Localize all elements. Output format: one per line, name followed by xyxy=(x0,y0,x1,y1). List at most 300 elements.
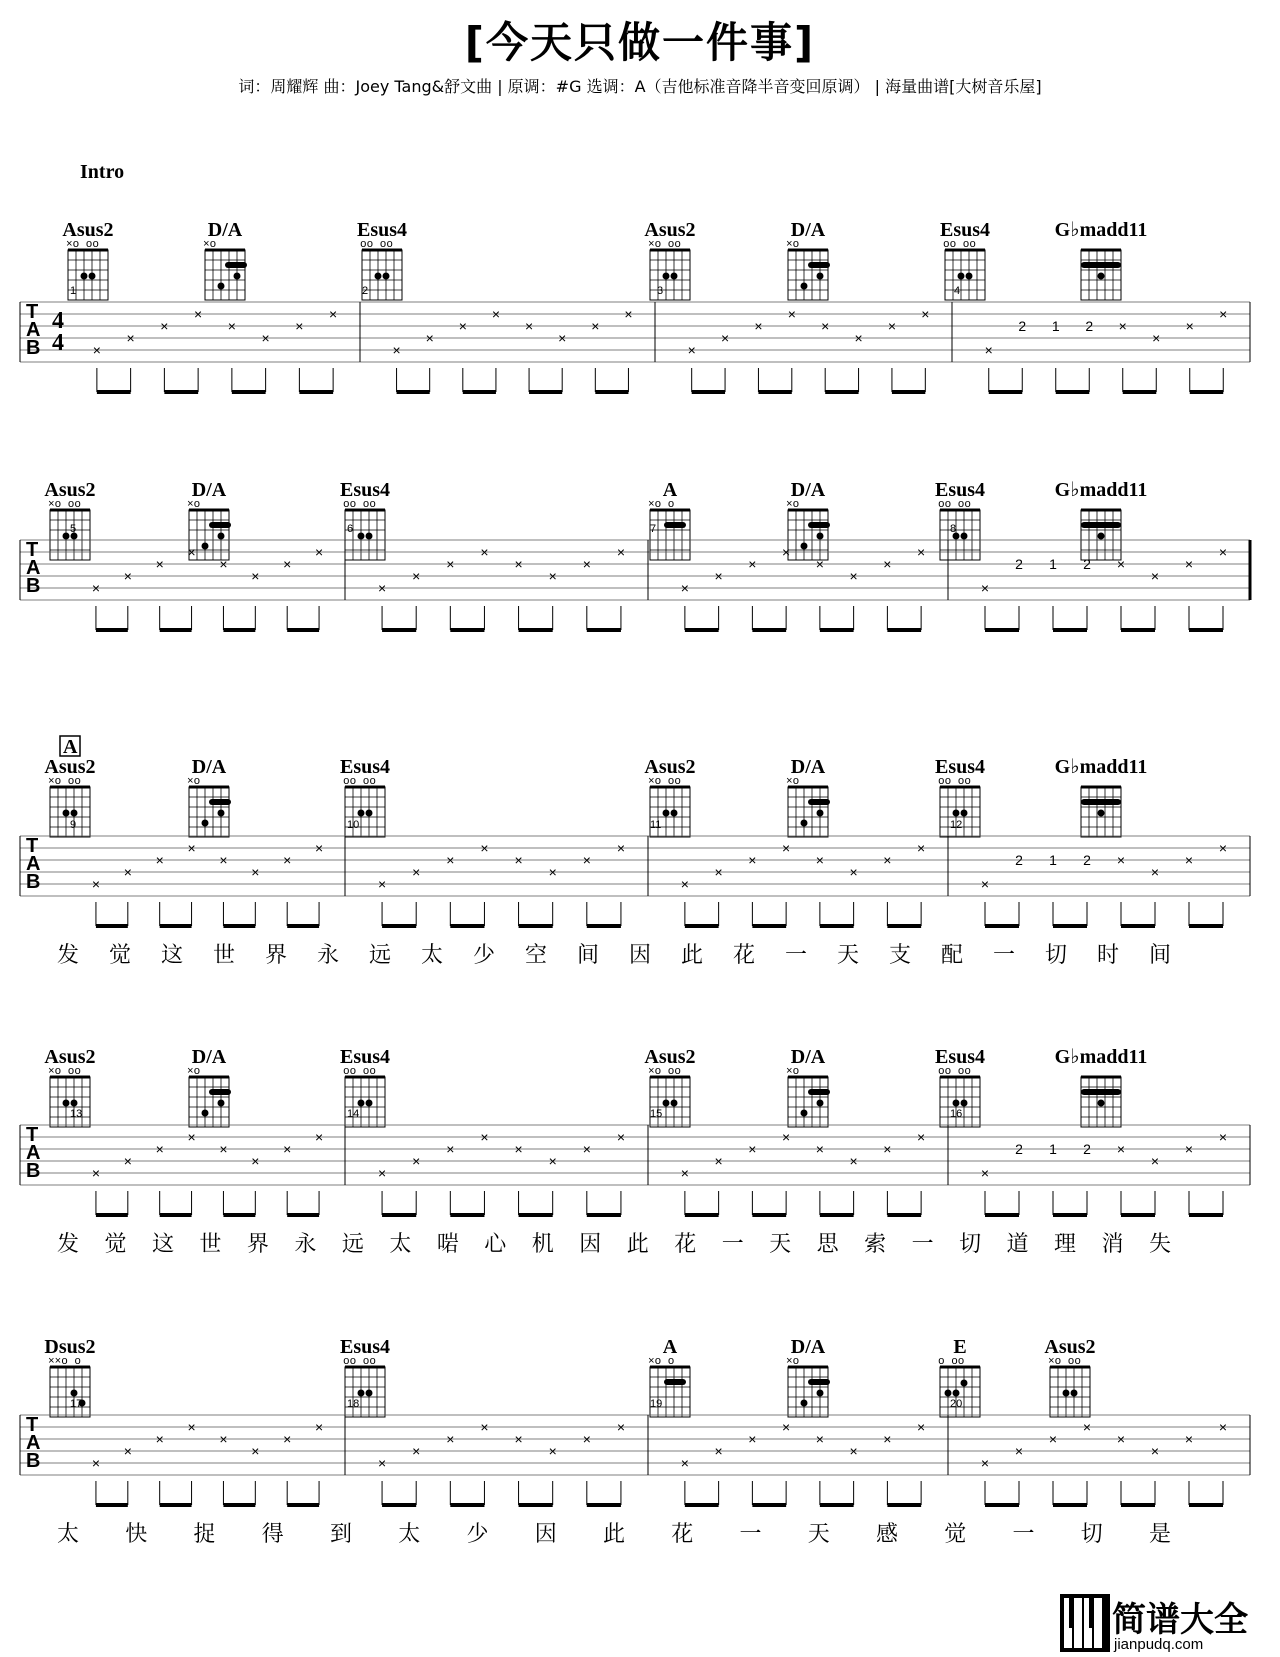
tab-mute-x: × xyxy=(412,864,421,880)
chord-dot xyxy=(234,273,241,280)
tab-mute-x: × xyxy=(123,568,132,584)
chord-mutes: ×o oo xyxy=(648,239,682,251)
lyric-char: 世 xyxy=(212,943,236,968)
tab-fret-number: 1 xyxy=(1051,318,1060,334)
tab-clef: B xyxy=(26,1160,41,1182)
chord-dot xyxy=(671,1100,678,1107)
tab-mute-x: × xyxy=(314,840,324,856)
tab-mute-x: × xyxy=(187,544,196,560)
tab-fret-number: 2 xyxy=(1085,318,1094,334)
tab-clef: A xyxy=(26,557,41,579)
tab-mute-x: × xyxy=(815,1431,824,1447)
tab-mute-x: × xyxy=(1116,1431,1126,1447)
chord-name: A xyxy=(662,479,678,501)
chord-mutes: ×o xyxy=(786,239,800,251)
chord-dot xyxy=(71,1390,78,1397)
lyric-char: 界 xyxy=(246,1232,269,1257)
tab-mute-x: × xyxy=(680,580,689,596)
chord-dot xyxy=(953,810,960,817)
chord-dot xyxy=(961,533,968,540)
lyric-char: 一 xyxy=(739,1522,762,1547)
chord-name: Asus2 xyxy=(62,219,114,241)
tab-mute-x: × xyxy=(680,1455,689,1471)
tab-mute-x: × xyxy=(616,840,626,856)
lyric-char: 天 xyxy=(807,1522,830,1547)
tab-mute-x: × xyxy=(782,840,791,856)
tab-mute-x: × xyxy=(980,580,990,596)
chord-name: D/A xyxy=(191,1046,227,1068)
tab-mute-x: × xyxy=(329,306,338,322)
tab-mute-x: × xyxy=(155,1141,164,1157)
chord-name: Esus4 xyxy=(339,1046,391,1068)
chord-mutes: ×o oo xyxy=(66,239,100,251)
chord-dot xyxy=(358,810,365,817)
tab-mute-x: × xyxy=(283,1141,292,1157)
tab-mute-x: × xyxy=(883,852,892,868)
tab-mute-x: × xyxy=(616,1129,626,1145)
tab-mute-x: × xyxy=(582,852,591,868)
chord-dot xyxy=(817,1100,824,1107)
bar-number: 8 xyxy=(950,523,957,535)
chord-dot xyxy=(383,273,390,280)
chord-mutes: oo oo xyxy=(938,1066,972,1078)
chord-dot xyxy=(953,1390,960,1397)
bar-number: 10 xyxy=(347,819,360,831)
tab-mute-x: × xyxy=(680,1165,689,1181)
tab-mute-x: × xyxy=(849,1153,858,1169)
chord-dot xyxy=(671,810,678,817)
chord-mutes: oo oo xyxy=(938,499,972,511)
tab-mute-x: × xyxy=(1184,556,1194,572)
chord-barre xyxy=(808,522,830,528)
chord-dot xyxy=(218,533,225,540)
song-credits: 词：周耀辉 曲：Joey Tang&舒文曲 | 原调：#G 选调：A（吉他标准音降半音变回原调） | 海量曲谱[大树音乐屋] xyxy=(238,77,1042,96)
chord-mutes: ×o xyxy=(187,776,201,788)
tab-mute-x: × xyxy=(748,1141,757,1157)
chord-dot xyxy=(218,810,225,817)
chord-name: G♭madd11 xyxy=(1054,479,1148,501)
chord-name: Esus4 xyxy=(934,479,986,501)
tab-mute-x: × xyxy=(123,1443,132,1459)
tab-mute-x: × xyxy=(883,556,892,572)
chord-mutes: oo oo xyxy=(343,776,377,788)
tab-mute-x: × xyxy=(1218,1419,1228,1435)
chord-barre xyxy=(664,1379,686,1385)
tab-mute-x: × xyxy=(582,1141,591,1157)
tab-fret-number: 2 xyxy=(1083,852,1091,868)
tab-mute-x: × xyxy=(582,1431,591,1447)
chord-grid xyxy=(345,510,385,560)
tab-fret-number: 1 xyxy=(1049,852,1057,868)
tab-mute-x: × xyxy=(558,330,567,346)
chord-barre xyxy=(808,262,830,268)
tab-mute-x: × xyxy=(314,544,324,560)
tab-mute-x: × xyxy=(1218,1129,1228,1145)
lyric-char: 天 xyxy=(769,1232,792,1257)
tab-mute-x: × xyxy=(1150,1153,1160,1169)
tab-mute-x: × xyxy=(283,556,292,572)
chord-dot xyxy=(663,273,670,280)
chord-barre xyxy=(1081,262,1121,268)
tab-mute-x: × xyxy=(1048,1431,1058,1447)
lyric-char: 远 xyxy=(368,943,392,968)
chord-barre xyxy=(1081,522,1121,528)
chord-dot xyxy=(1063,1390,1070,1397)
tab-mute-x: × xyxy=(714,1153,723,1169)
chord-name: E xyxy=(953,1336,967,1358)
tab-mute-x: × xyxy=(377,1455,387,1471)
bar-number: 9 xyxy=(70,819,77,831)
tab-mute-x: × xyxy=(155,852,164,868)
tab-mute-x: × xyxy=(251,864,260,880)
lyric-char: 此 xyxy=(602,1522,626,1547)
tab-mute-x: × xyxy=(261,330,270,346)
lyric-char: 因 xyxy=(534,1522,557,1547)
tab-mute-x: × xyxy=(883,1141,892,1157)
tab-mute-x: × xyxy=(412,1153,421,1169)
lyric-char: 一 xyxy=(784,943,808,968)
chord-dot xyxy=(358,533,365,540)
tab-mute-x: × xyxy=(687,342,696,358)
tab-mute-x: × xyxy=(1150,568,1160,584)
chord-name: Asus2 xyxy=(644,1046,696,1068)
tab-clef: B xyxy=(26,871,41,893)
tab-mute-x: × xyxy=(251,1443,260,1459)
chord-mutes: ××o o xyxy=(48,1356,82,1368)
tab-mute-x: × xyxy=(446,556,455,572)
lyric-char: 心 xyxy=(484,1232,507,1257)
site-logo-name: 简谱大全 xyxy=(1112,1600,1248,1640)
lyric-char: 切 xyxy=(959,1232,982,1257)
tab-clef: B xyxy=(26,337,41,359)
chord-name: Esus4 xyxy=(356,219,408,241)
chord-name: Esus4 xyxy=(339,1336,391,1358)
chord-grid xyxy=(650,250,690,300)
chord-dot xyxy=(663,1100,670,1107)
tab-mute-x: × xyxy=(425,330,434,346)
tab-mute-x: × xyxy=(458,318,467,334)
tab-mute-x: × xyxy=(377,1165,387,1181)
chord-barre xyxy=(1081,1089,1121,1095)
tab-mute-x: × xyxy=(524,318,534,334)
tab-mute-x: × xyxy=(1150,864,1160,880)
chord-grid xyxy=(1050,1367,1090,1417)
chord-dot xyxy=(961,1100,968,1107)
lyric-char: 太 xyxy=(389,1232,412,1257)
tab-clef: B xyxy=(26,1450,41,1472)
tab-mute-x: × xyxy=(514,1431,523,1447)
chord-name: D/A xyxy=(790,1336,826,1358)
tab-row xyxy=(20,479,1250,630)
tab-mute-x: × xyxy=(591,318,600,334)
lyric-char: 机 xyxy=(531,1232,554,1257)
tab-mute-x: × xyxy=(155,556,164,572)
tab-mute-x: × xyxy=(91,1455,101,1471)
chord-dot xyxy=(366,810,373,817)
chord-name: Dsus2 xyxy=(44,1336,96,1358)
tab-mute-x: × xyxy=(548,568,557,584)
tab-mute-x: × xyxy=(815,556,824,572)
lyric-char: 因 xyxy=(579,1232,602,1257)
tab-mute-x: × xyxy=(582,556,591,572)
tab-mute-x: × xyxy=(624,306,633,322)
tab-mute-x: × xyxy=(187,1129,196,1145)
chord-mutes: ×o xyxy=(786,776,800,788)
tab-mute-x: × xyxy=(714,864,723,880)
tab-mute-x: × xyxy=(480,840,489,856)
lyric-char: 一 xyxy=(1012,1522,1035,1547)
tab-mute-x: × xyxy=(123,1153,132,1169)
tab-mute-x: × xyxy=(984,342,993,358)
tab-mute-x: × xyxy=(377,876,387,892)
chord-dot xyxy=(366,533,373,540)
chord-mutes: ×o xyxy=(187,499,201,511)
chord-grid xyxy=(650,510,690,560)
tab-mute-x: × xyxy=(748,1431,757,1447)
lyric-char: 一 xyxy=(721,1232,744,1257)
lyric-char: 太 xyxy=(398,1522,421,1547)
chord-name: Esus4 xyxy=(339,756,391,778)
time-signature: 4 xyxy=(52,308,64,334)
tab-mute-x: × xyxy=(194,306,203,322)
lyric-char: 花 xyxy=(732,943,756,968)
chord-mutes: ×o xyxy=(187,1066,201,1078)
tab-row xyxy=(20,1336,1250,1547)
chord-name: G♭madd11 xyxy=(1054,219,1148,241)
lyric-char: 一 xyxy=(992,943,1016,968)
chord-mutes: ×o oo xyxy=(1048,1356,1082,1368)
chord-dot xyxy=(358,1390,365,1397)
chord-dot xyxy=(817,533,824,540)
chord-dot xyxy=(1098,810,1105,817)
bar-number: 19 xyxy=(650,1398,663,1410)
chord-dot xyxy=(366,1390,373,1397)
tab-fret-number: 2 xyxy=(1015,852,1023,868)
chord-name: D/A xyxy=(790,479,826,501)
tab-mute-x: × xyxy=(714,568,723,584)
chord-dot xyxy=(953,1100,960,1107)
chord-name: Esus4 xyxy=(339,479,391,501)
tab-fret-number: 2 xyxy=(1018,318,1027,334)
bar-number: 12 xyxy=(950,819,963,831)
tab-mute-x: × xyxy=(1150,1443,1160,1459)
chord-dot xyxy=(958,273,965,280)
tab-mute-x: × xyxy=(782,544,791,560)
chord-barre xyxy=(209,522,231,528)
tab-mute-x: × xyxy=(314,1129,324,1145)
bar-number: 7 xyxy=(650,523,657,535)
chord-dot xyxy=(801,820,808,827)
chord-mutes: oo oo xyxy=(938,776,972,788)
lyric-char: 索 xyxy=(864,1232,887,1257)
tab-mute-x: × xyxy=(446,1431,455,1447)
tab-clef: A xyxy=(26,1432,41,1454)
tab-mute-x: × xyxy=(1218,840,1228,856)
bar-number: 2 xyxy=(362,285,369,297)
tab-mute-x: × xyxy=(187,1419,196,1435)
tab-mute-x: × xyxy=(917,1419,926,1435)
chord-name: Esus4 xyxy=(939,219,991,241)
tab-mute-x: × xyxy=(126,330,135,346)
tab-mute-x: × xyxy=(446,1141,455,1157)
lyric-char: 远 xyxy=(341,1232,364,1257)
lyric-char: 此 xyxy=(626,1232,649,1257)
chord-mutes: ×o oo xyxy=(648,776,682,788)
chord-dot xyxy=(202,820,209,827)
chord-dot xyxy=(63,1100,70,1107)
chord-dot xyxy=(801,1110,808,1117)
tab-mute-x: × xyxy=(160,318,169,334)
tab-mute-x: × xyxy=(917,544,926,560)
bar-number: 3 xyxy=(657,285,664,297)
chord-grid xyxy=(945,250,985,300)
chord-dot xyxy=(801,283,808,290)
tab-mute-x: × xyxy=(849,864,858,880)
tab-mute-x: × xyxy=(849,568,858,584)
chord-name: D/A xyxy=(207,219,243,241)
tab-mute-x: × xyxy=(1219,306,1228,322)
tab-mute-x: × xyxy=(548,1443,557,1459)
tab-mute-x: × xyxy=(251,568,260,584)
lyric-char: 失 xyxy=(1148,1232,1172,1257)
lyric-char: 间 xyxy=(1148,943,1172,968)
chord-dot xyxy=(218,1100,225,1107)
lyric-char: 觉 xyxy=(944,1522,967,1547)
chord-name: Asus2 xyxy=(44,1046,96,1068)
tab-clef: A xyxy=(26,319,41,341)
chord-mutes: ×o oo xyxy=(48,1066,82,1078)
tab-mute-x: × xyxy=(91,580,101,596)
chord-name: Asus2 xyxy=(644,219,696,241)
chord-name: Esus4 xyxy=(934,1046,986,1068)
tab-mute-x: × xyxy=(412,1443,421,1459)
lyric-char: 支 xyxy=(888,943,912,968)
tab-mute-x: × xyxy=(1116,852,1126,868)
tab-mute-x: × xyxy=(787,306,796,322)
tab-mute-x: × xyxy=(514,1141,523,1157)
bar-number: 4 xyxy=(954,285,961,297)
chord-mutes: ×o oo xyxy=(48,776,82,788)
tab-clef: A xyxy=(26,1142,41,1164)
lyric-char: 消 xyxy=(1101,1232,1124,1257)
tab-mute-x: × xyxy=(392,342,401,358)
lyric-char: 啱 xyxy=(436,1232,459,1257)
chord-mutes: ×o xyxy=(786,1356,800,1368)
lyric-char: 少 xyxy=(466,1522,489,1547)
tab-mute-x: × xyxy=(821,318,830,334)
chord-name: D/A xyxy=(191,756,227,778)
chord-dot xyxy=(817,810,824,817)
chord-dot xyxy=(663,810,670,817)
lyric-char: 此 xyxy=(680,943,704,968)
chord-name: Asus2 xyxy=(44,756,96,778)
tab-clef: T xyxy=(26,1414,39,1436)
tab-row xyxy=(20,219,1250,392)
lyric-char: 觉 xyxy=(104,1232,127,1257)
lyric-char: 间 xyxy=(576,943,600,968)
chord-dot xyxy=(375,273,382,280)
bar-number: 5 xyxy=(70,523,77,535)
chord-dot xyxy=(966,273,973,280)
lyric-char: 这 xyxy=(151,1232,174,1257)
chord-mutes: ×o xyxy=(786,499,800,511)
tab-mute-x: × xyxy=(295,318,304,334)
tab-fret-number: 2 xyxy=(1083,556,1091,572)
chord-barre xyxy=(664,522,686,528)
tab-mute-x: × xyxy=(1152,330,1161,346)
section-mark: A xyxy=(63,736,78,758)
tab-mute-x: × xyxy=(887,318,897,334)
lyric-char: 快 xyxy=(125,1522,148,1547)
chord-dot xyxy=(71,810,78,817)
chord-name: Asus2 xyxy=(44,479,96,501)
lyric-char: 思 xyxy=(816,1232,839,1257)
chord-mutes: ×o oo xyxy=(48,499,82,511)
chord-dot xyxy=(63,810,70,817)
tab-mute-x: × xyxy=(1116,1141,1126,1157)
chord-name: D/A xyxy=(790,756,826,778)
chord-barre xyxy=(1081,799,1121,805)
tab-mute-x: × xyxy=(514,556,523,572)
chord-mutes: oo oo xyxy=(343,1066,377,1078)
tab-mute-x: × xyxy=(480,1129,489,1145)
chord-mutes: ×o xyxy=(786,1066,800,1078)
tab-fret-number: 1 xyxy=(1049,556,1057,572)
tab-mute-x: × xyxy=(1116,556,1126,572)
tab-mute-x: × xyxy=(754,318,763,334)
tab-mute-x: × xyxy=(980,1455,990,1471)
tab-mute-x: × xyxy=(1184,1431,1194,1447)
tab-mute-x: × xyxy=(815,852,824,868)
tab-mute-x: × xyxy=(815,1141,824,1157)
bar-number: 15 xyxy=(650,1108,663,1120)
chord-barre xyxy=(225,262,247,268)
lyric-char: 界 xyxy=(264,943,288,968)
bar-number: 11 xyxy=(650,819,662,831)
lyric-char: 天 xyxy=(836,943,860,968)
tab-mute-x: × xyxy=(314,1419,324,1435)
lyric-char: 花 xyxy=(671,1522,694,1547)
chord-mutes: ×o xyxy=(203,239,217,251)
chord-barre xyxy=(808,799,830,805)
tab-mute-x: × xyxy=(123,864,132,880)
tab-mute-x: × xyxy=(227,318,236,334)
lyric-char: 切 xyxy=(1080,1522,1103,1547)
chord-barre xyxy=(808,1089,830,1095)
tab-mute-x: × xyxy=(980,1165,990,1181)
lyric-char: 发 xyxy=(56,1232,80,1257)
intro-label: Intro xyxy=(80,161,125,183)
tab-mute-x: × xyxy=(748,852,757,868)
tab-mute-x: × xyxy=(720,330,730,346)
lyric-char: 永 xyxy=(294,1232,317,1257)
chord-grid xyxy=(50,510,90,560)
chord-name: Asus2 xyxy=(644,756,696,778)
tab-clef: B xyxy=(26,575,41,597)
bar-number: 18 xyxy=(347,1398,360,1410)
tab-row xyxy=(20,1046,1250,1257)
chord-dot xyxy=(71,1100,78,1107)
lyric-char: 世 xyxy=(199,1232,222,1257)
tab-mute-x: × xyxy=(219,1431,228,1447)
time-signature: 4 xyxy=(52,330,64,356)
chord-dot xyxy=(945,1390,952,1397)
chord-barre xyxy=(209,1089,231,1095)
chord-grid xyxy=(940,510,980,560)
tab-mute-x: × xyxy=(921,306,930,322)
tab-clef: T xyxy=(26,835,39,857)
tab-mute-x: × xyxy=(251,1153,260,1169)
